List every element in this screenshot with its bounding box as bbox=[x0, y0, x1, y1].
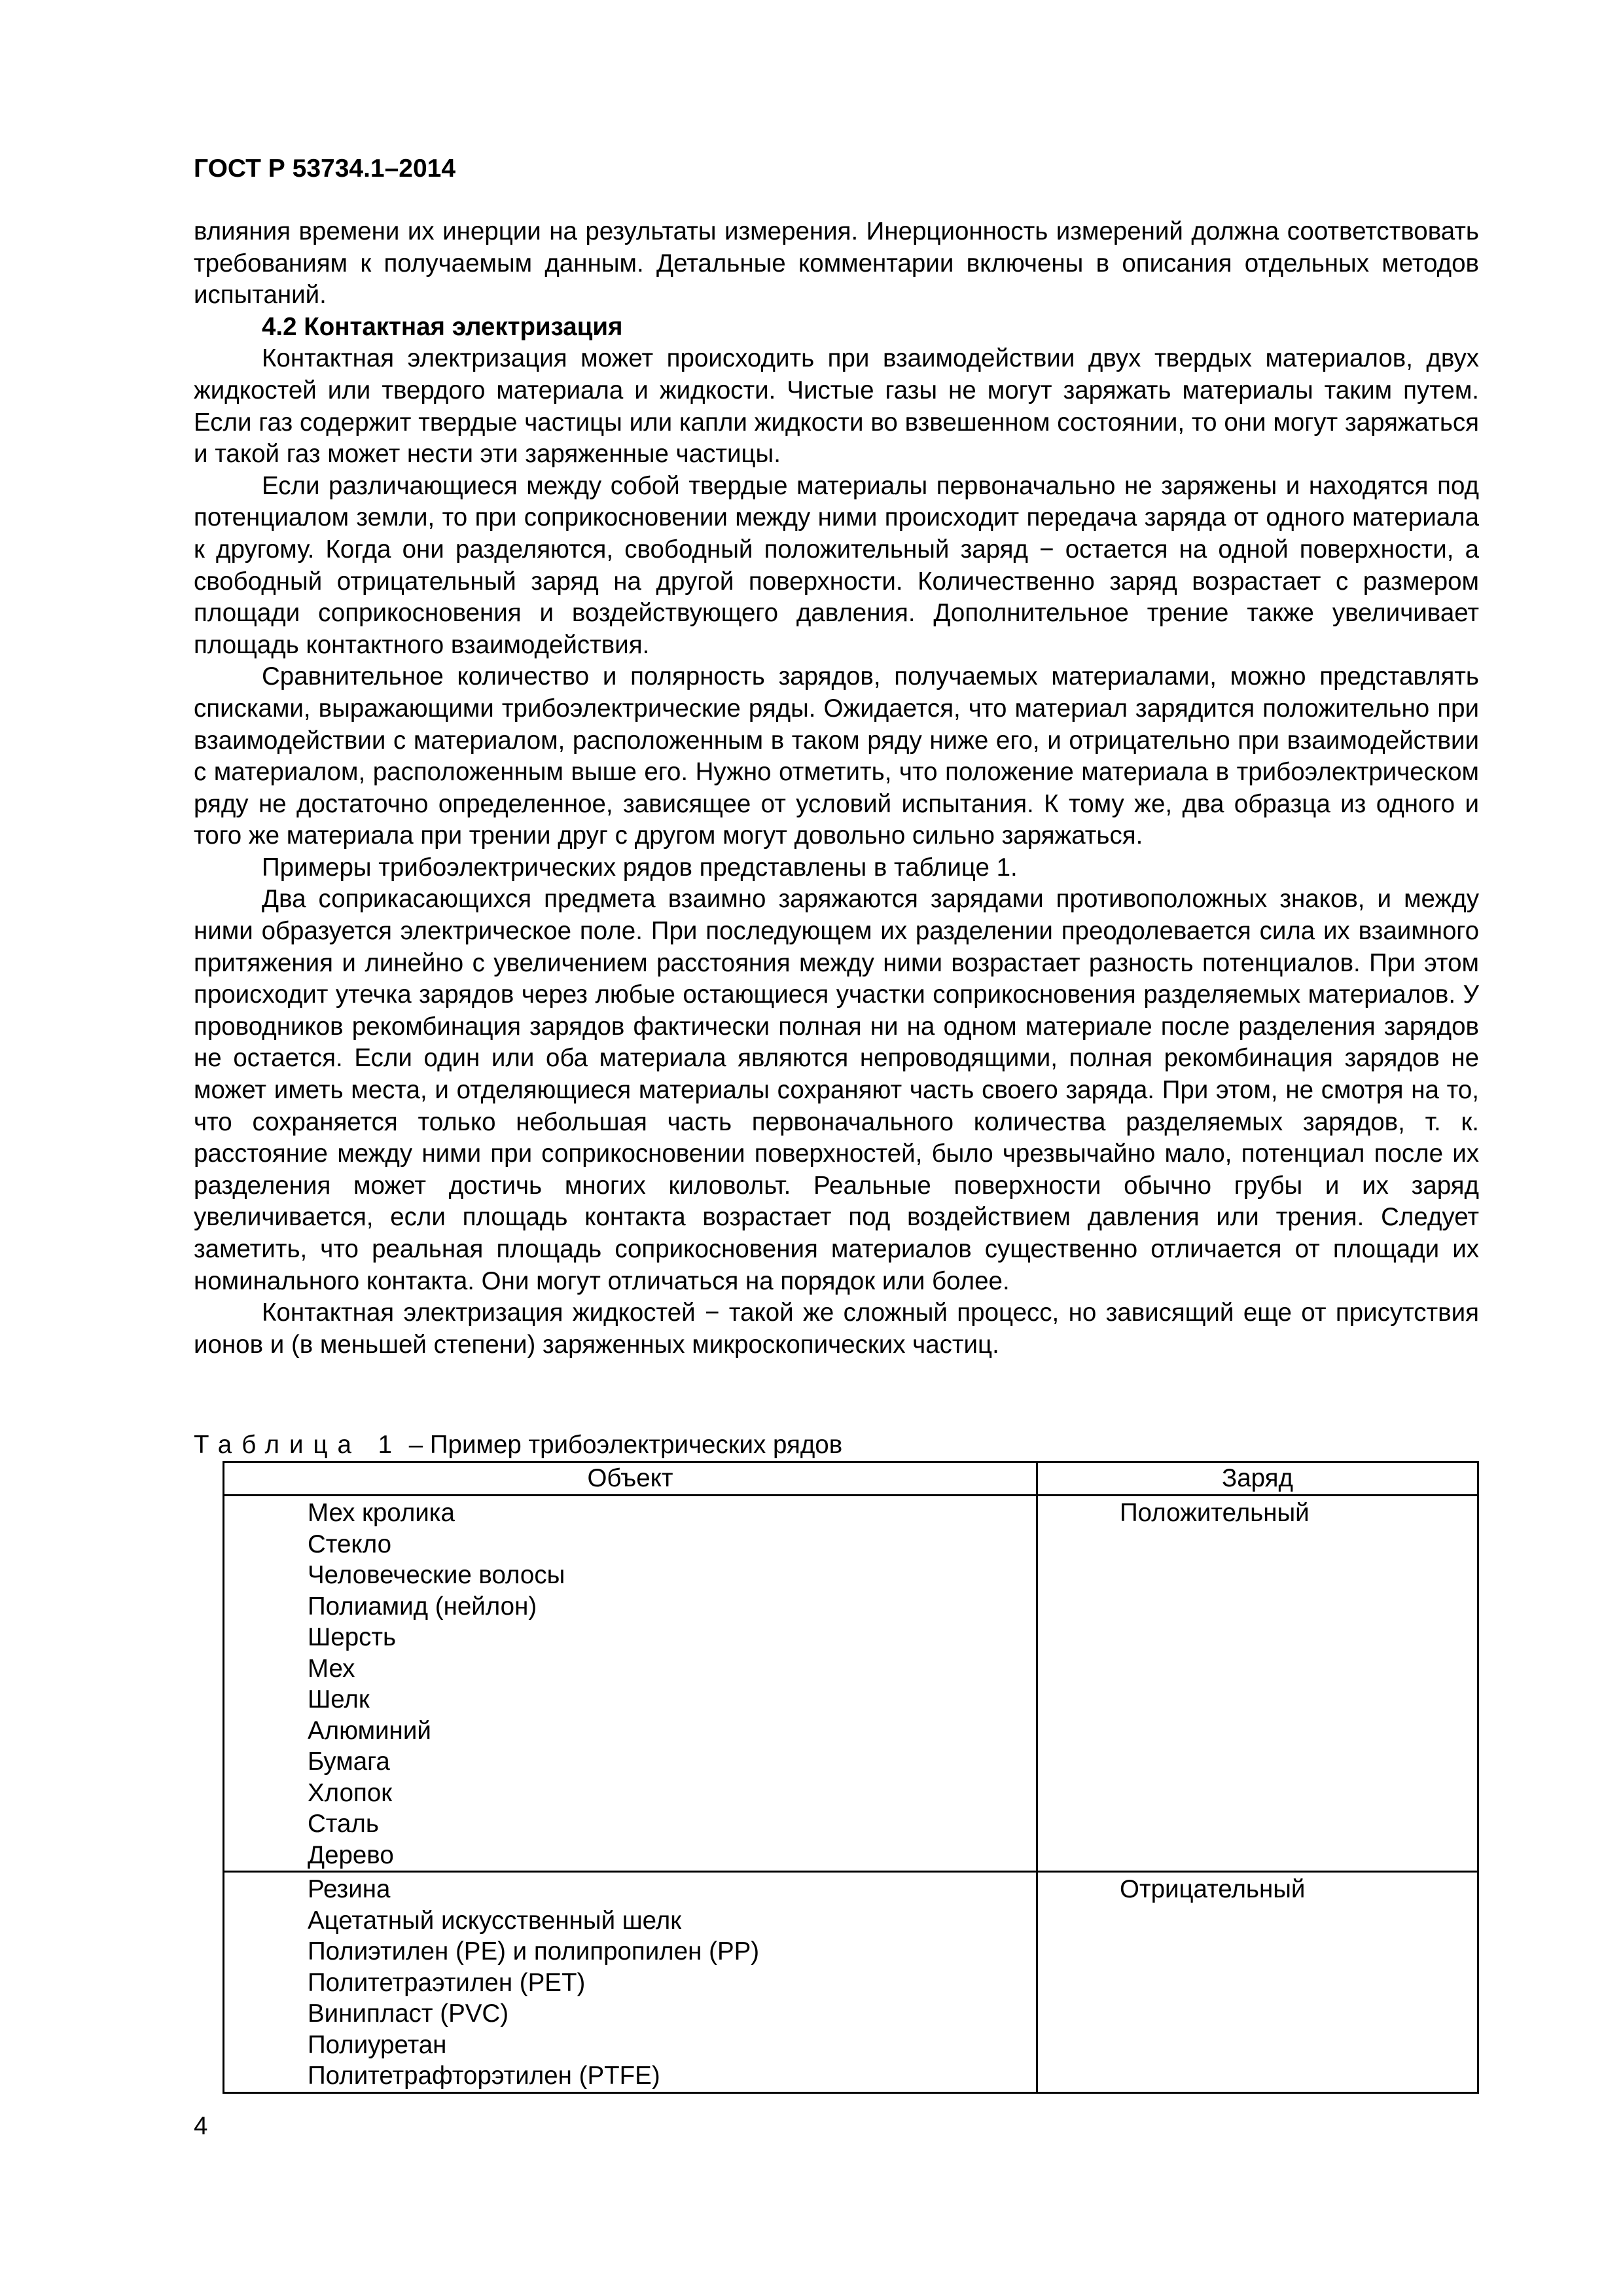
section-heading: 4.2 Контактная электризация bbox=[262, 312, 623, 341]
paragraph: Контактная электризация жидкостей − такой же сложный процесс, но зависящий еще от присутствия ионов и (в меньшей степени) заряженных микроскопических частиц. bbox=[194, 1299, 1479, 1359]
material-item: Человеческие волосы bbox=[308, 1561, 565, 1589]
page-number: 4 bbox=[194, 2112, 208, 2140]
material-item: Полиуретан bbox=[308, 2030, 447, 2059]
paragraph: Сравнительное количество и полярность зарядов, получаемых материалами, можно представлять списками, выражающими трибоэлектрические ряды. Ожидается, что материал зарядится положительно при взаимодействии с материалом, расположенным в таком ряду ниже его, и отрицательно при взаимодействии с материалом, расположенным выше его. Нужно отметить, что положение материала в трибоэлектрическом ряду не достаточно определенное, зависящее от условий испытания. К тому же, два образца из одного и того же материала при трении друг с другом могут довольно сильно заряжаться. bbox=[194, 662, 1479, 850]
material-item: Ацетатный искусственный шелк bbox=[308, 1906, 682, 1935]
body-text bbox=[194, 216, 1479, 1361]
column-header-charge: Заряд bbox=[1037, 1462, 1478, 1496]
material-item: Винипласт (PVC) bbox=[308, 2000, 509, 2028]
paragraph: Если различающиеся между собой твердые материалы первоначально не заряжены и находятся под потенциалом земли, то при соприкосновении между ними происходит передача заряда от одного материала к другому. Когда они разделяются, свободный положительный заряд − остается на одной поверхности, а свободный отрицательный заряд на другой поверхности. Количественно заряд возрастает с размером площади соприкосновения и воздействующего давления. Дополнительное трение также увеличивает площадь контактного взаимодействия. bbox=[194, 471, 1479, 659]
material-item: Алюминий bbox=[308, 1716, 431, 1745]
material-item: Дерево bbox=[308, 1840, 394, 1869]
column-header-object: Объект bbox=[224, 1462, 1037, 1496]
material-item: Мех bbox=[308, 1654, 355, 1683]
table-row-positive bbox=[224, 1496, 1478, 1872]
paragraph-continued: влияния времени их инерции на результаты измерения. Инерционность измерений должна соответствовать требованиям к получаемым данным. Детальные комментарии включены в описания отдельных методов испытаний. bbox=[194, 217, 1479, 310]
table-caption-text: – Пример трибоэлектрических рядов bbox=[402, 1431, 843, 1459]
material-item: Политетраэтилен (PET) bbox=[308, 1968, 586, 1997]
material-item: Сталь bbox=[308, 1810, 379, 1838]
material-item: Стекло bbox=[308, 1530, 392, 1558]
negative-items-list bbox=[224, 1873, 1036, 2092]
paragraph: Два соприкасающихся предмета взаимно заряжаются зарядами противоположных знаков, и между ними образуется электрическое поле. При последующем их разделении преодолевается сила их взаимного притяжения и линейно с увеличением расстояния между ними возрастает разность потенциалов. При этом происходит утечка зарядов через любые остающиеся участки соприкосновения разделяемых материалов. У проводников рекомбинация зарядов фактически полная ни на одном материале после разделения зарядов не остается. Если один или оба материала являются непроводящими, полная рекомбинация зарядов не может иметь места, и отделяющиеся материалы сохраняют часть своего заряда. При этом, не смотря на то, что сохраняется только небольшая часть первоначального количества разделяемых зарядов, т. к. расстояние между ними при соприкосновении поверхностей, было чрезвычайно мало, потенциал после их разделения может достичь многих киловольт. Реальные поверхности обычно грубы и их заряд увеличивается, если площадь контакта возрастает под воздействием давления или трения. Следует заметить, что реальная площадь соприкосновения материалов существенно отличается от площади их номинального контакта. Они могут отличаться на порядок или более. bbox=[194, 885, 1479, 1295]
charge-positive: Положительный bbox=[1037, 1496, 1478, 1872]
material-item: Мех кролика bbox=[308, 1499, 455, 1527]
material-item: Резина bbox=[308, 1875, 391, 1903]
material-item: Политетрафторэтилен (PTFE) bbox=[308, 2062, 660, 2090]
material-item: Шерсть bbox=[308, 1623, 397, 1651]
triboelectric-table bbox=[223, 1461, 1479, 2094]
paragraph: Примеры трибоэлектрических рядов представлены в таблице 1. bbox=[262, 853, 1018, 882]
charge-negative: Отрицательный bbox=[1037, 1872, 1478, 2093]
material-item: Хлопок bbox=[308, 1778, 393, 1807]
material-item: Бумага bbox=[308, 1748, 390, 1776]
paragraph: Контактная электризация может происходить при взаимодействии двух твердых материалов, двух жидкостей или твердого материала и жидкости. Чистые газы не могут заряжать материалы таким путем. Если газ содержит твердые частицы или капли жидкости во взвешенном состоянии, то они могут заряжаться и такой газ может нести эти заряженные частицы. bbox=[194, 344, 1479, 469]
table-caption-label: Таблица 1 bbox=[194, 1431, 402, 1459]
document-header: ГОСТ Р 53734.1–2014 bbox=[194, 154, 456, 183]
positive-items-list bbox=[224, 1496, 1036, 1871]
table-caption bbox=[194, 1431, 842, 1460]
material-item: Шелк bbox=[308, 1685, 370, 1713]
table-row-negative bbox=[224, 1872, 1478, 2093]
material-item: Полиамид (нейлон) bbox=[308, 1592, 537, 1621]
material-item: Полиэтилен (PE) и полипропилен (PP) bbox=[308, 1937, 760, 1965]
